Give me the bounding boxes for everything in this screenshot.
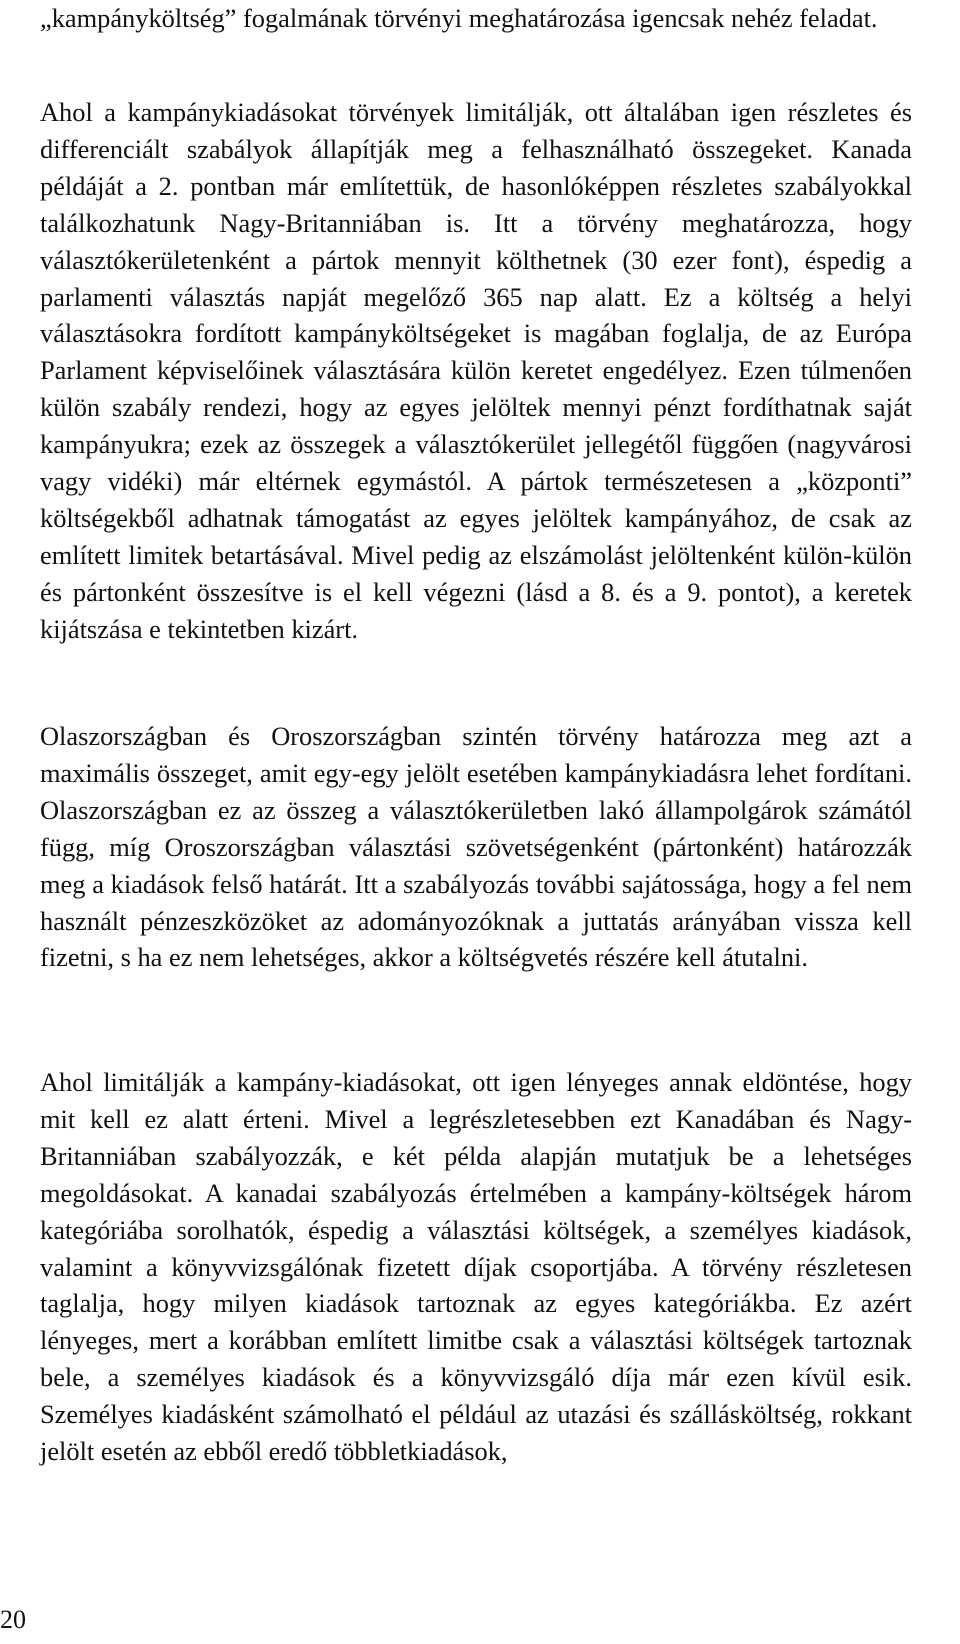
paragraph-4: Ahol limitálják a kampány-kiadásokat, ott igen lényeges annak eldöntése, hogy mit kell ez alatt érteni. Mivel a legrészletesebben ezt Kanadában és Nagy-Britanniában szabályozzák, e két példa alapján mutatjuk be a lehetséges megoldásokat. A kanadai szabályozás értelmében a kampány-költségek három kategóriába sorolhatók, éspedig a választási költségek, a személyes kiadások, valamint a könyvvizsgálónak fizetett díjak csoportjába. A törvény részletesen taglalja, hogy milyen kiadások tartoznak az egyes kategóriákba. Ez azért lényeges, mert a korábban említett limitbe csak a választási költségek tartoznak bele, a személyes kiadások és a könyvvizsgáló díja már ezen kívül esik. Személyes kiadásként számolható el például az utazási és szállásköltség, rokkant jelölt esetén az ebből eredő többletkiadások, (40, 1067, 912, 1467)
page-number: 20 (0, 1605, 26, 1634)
paragraph-1: „kampányköltség” fogalmának törvényi meghatározása igencsak nehéz feladat. (40, 3, 878, 33)
paragraph-2: Ahol a kampánykiadásokat törvények limitálják, ott általában igen részletes és differenciált szabályok állapítják meg a felhasználható összegeket. Kanada példáját a 2. pontban már említettük, de hasonlóképpen részletes szabályokkal találkozhatunk Nagy-Britanniában is. Itt a törvény meghatározza, hogy választókerületenként a pártok mennyit költhetnek (30 ezer font), éspedig a parlamenti választás napját megelőző 365 nap alatt. Ez a költség a helyi választásokra fordított kampányköltségeket is magában foglalja, de az Európa Parlament képviselőinek választására külön keretet engedélyez. Ezen túlmenően külön szabály rendezi, hogy az egyes jelöltek mennyi pénzt fordíthatnak saját kampányukra; ezek az összegek a választókerület jellegétől függően (nagyvárosi vagy vidéki) már eltérnek egymástól. A pártok természetesen a „központi” költségekből adhatnak támogatást az egyes jelöltek kampányához, de csak az említett limitek betartásával. Mivel pedig az elszámolást jelöltenként külön-külön és pártonként összesítve is el kell végezni (lásd a 8. és a 9. pontot), a keretek kijátszása e tekintetben kizárt. (40, 97, 912, 644)
paragraph-3: Olaszországban és Oroszországban szintén törvény határozza meg azt a maximális összeget, amit egy-egy jelölt esetében kampánykiadásra lehet fordítani. Olaszországban ez az összeg a választókerületben lakó állampolgárok számától függ, míg Oroszországban választási szövetségenként (pártonként) határozzák meg a kiadások felső határát. Itt a szabályozás további sajátossága, hogy a fel nem használt pénzeszközöket az adományozóknak a juttatás arányában vissza kell fizetni, s ha ez nem lehetséges, akkor a költségvetés részére kell átutalni. (40, 721, 912, 973)
